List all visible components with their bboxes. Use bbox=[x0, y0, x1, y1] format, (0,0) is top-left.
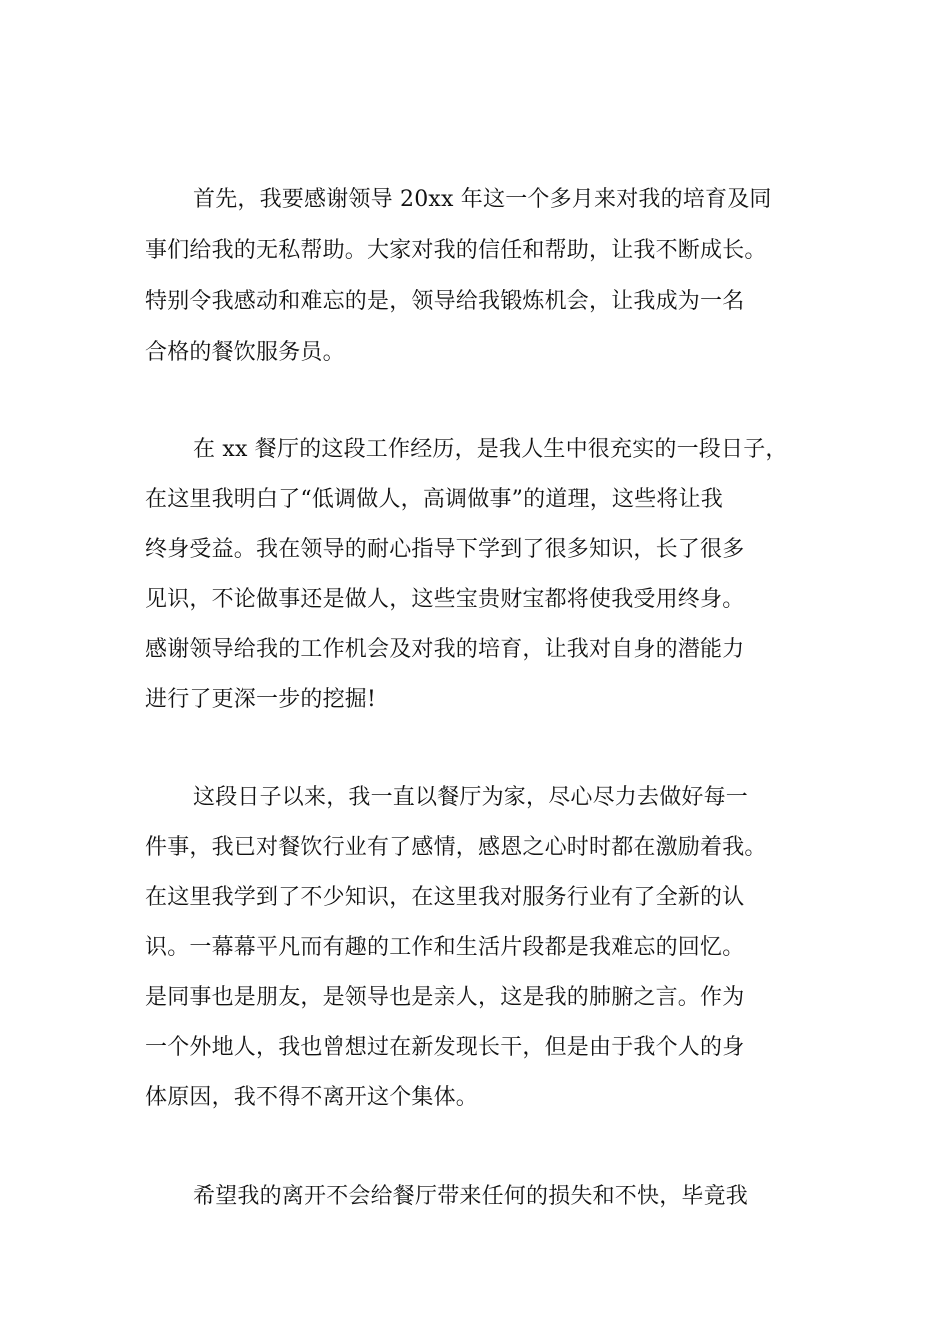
paragraph-3-line-7: 体原因，我不得不离开这个集体。 bbox=[145, 1085, 479, 1110]
paragraph-2-line-2: 在这里我明白了“低调做人，高调做事”的道理，这些将让我 bbox=[145, 487, 723, 512]
paragraph-3-line-1: 这段日子以来，我一直以餐厅为家，尽心尽力去做好每一 bbox=[193, 785, 749, 810]
paragraph-3-line-4: 识。一幕幕平凡而有趣的工作和生活片段都是我难忘的回忆。 bbox=[145, 935, 745, 960]
paragraph-3-line-5: 是同事也是朋友，是领导也是亲人，这是我的肺腑之言。作为 bbox=[145, 985, 745, 1010]
paragraph-2-line-3: 终身受益。我在领导的耐心指导下学到了很多知识，长了很多 bbox=[145, 537, 745, 562]
paragraph-1-line-4: 合格的餐饮服务员。 bbox=[145, 340, 345, 365]
paragraph-2-line-5: 感谢领导给我的工作机会及对我的培育，让我对自身的潜能力 bbox=[145, 637, 745, 662]
paragraph-3-line-2: 件事，我已对餐饮行业有了感情，感恩之心时时都在激励着我。 bbox=[145, 835, 767, 860]
paragraph-1-line-2: 事们给我的无私帮助。大家对我的信任和帮助，让我不断成长。 bbox=[145, 238, 767, 263]
paragraph-2-line-4: 见识，不论做事还是做人，这些宝贵财宝都将使我受用终身。 bbox=[145, 587, 745, 612]
paragraph-4-line-1: 希望我的离开不会给餐厅带来任何的损失和不快，毕竟我 bbox=[193, 1184, 749, 1209]
paragraph-2-line-6: 进行了更深一步的挖掘! bbox=[145, 687, 377, 712]
paragraph-2-line-1: 在 xx 餐厅的这段工作经历，是我人生中很充实的一段日子， bbox=[193, 437, 788, 462]
paragraph-1-line-1: 首先，我要感谢领导 20xx 年这一个多月来对我的培育及同 bbox=[193, 187, 772, 212]
paragraph-3-line-6: 一个外地人，我也曾想过在新发现长干，但是由于我个人的身 bbox=[145, 1035, 745, 1060]
paragraph-1-line-3: 特别令我感动和难忘的是，领导给我锻炼机会，让我成为一名 bbox=[145, 289, 745, 314]
paragraph-3-line-3: 在这里我学到了不少知识，在这里我对服务行业有了全新的认 bbox=[145, 885, 745, 910]
